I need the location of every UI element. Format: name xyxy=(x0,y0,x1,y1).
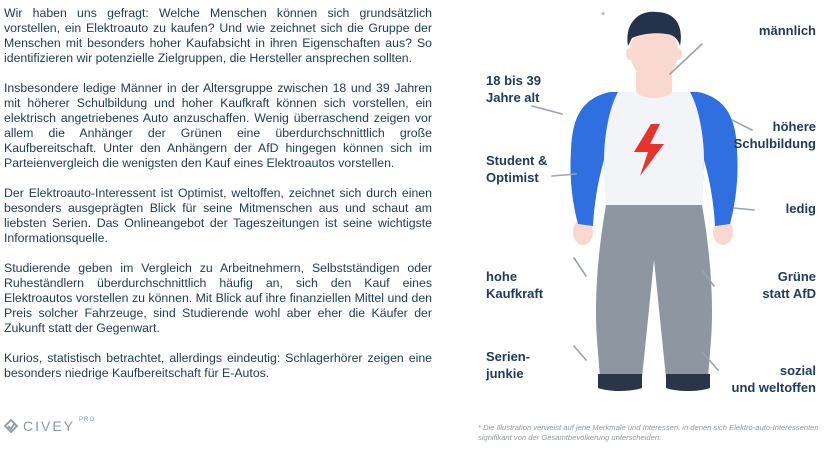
label-sozial-text: sozial und weltoffen xyxy=(731,363,816,395)
connector-kaufkraft xyxy=(574,258,586,276)
logo-wordmark: CIVEY xyxy=(23,418,76,434)
label-maennlich: männlich xyxy=(758,23,816,38)
civey-logo-icon xyxy=(3,418,19,434)
label-kaufkraft xyxy=(486,268,543,302)
logo-pro-badge: PRO xyxy=(79,417,96,423)
right-ear xyxy=(674,48,682,60)
paragraph-target-group: Insbesondere ledige Männer in der Altersgruppe zwischen 18 und 39 Jahren mit höherer Schulbildung und hoher Kaufkraft können sich vorstellen, ein elektrisch angetriebenes Auto anzuschaffen. Wenig überraschend zeigen vor allem die Anhänger der Grünen eine überdurchschnittlich große Kaufbereitschaft. Unter den Anhängern der AfD hingegen können sich im Parteienvergleich die wenigsten den Kauf eines Elektroautos vorstellen. xyxy=(4,81,432,170)
label-bildung-text: höhere Schulbildung xyxy=(733,119,816,151)
connector-ledig xyxy=(734,208,754,210)
paragraph-students: Studierende geben im Vergleich zu Arbeitnehmern, Selbstständigen oder Ruheständlern überdurchschnittlich häufig an, sich den Kauf eines Elektroautos vorstellen zu können. Mit Blick auf ihre finanziellen Mittel und den Preis solcher Fahrzeuge, sind Studierende wohl aber eher die Käufer der Zukunft statt der Gegenwart. xyxy=(4,261,432,335)
article-text xyxy=(4,6,432,396)
label-student xyxy=(486,152,547,186)
civey-logo xyxy=(3,418,95,434)
label-gruene-text: Grüne statt AfD xyxy=(762,269,816,301)
person-illustration xyxy=(470,0,824,454)
label-serien xyxy=(486,348,530,382)
label-student-text: Student & Optimist xyxy=(486,153,548,185)
left-shoe xyxy=(598,374,642,391)
label-alter xyxy=(486,72,541,106)
label-sozial xyxy=(732,362,817,396)
label-kaufkraft-text: hohe Kaufkraft xyxy=(486,269,544,301)
label-alter-text: 18 bis 39 Jahre alt xyxy=(486,73,541,105)
pants xyxy=(596,205,712,378)
right-shoe xyxy=(666,374,710,391)
label-serien-text: Serien- junkie xyxy=(486,349,531,381)
left-ear xyxy=(626,48,634,60)
label-gruene xyxy=(762,268,816,302)
paragraph-profile: Der Elektroauto-Interessent ist Optimist, weltoffen, zeichnet sich durch einen besonders ausgeprägten Blick für seine Mitmenschen aus und schaut am liebsten Serien. Das Onlineangebot der Tageszeitungen ist seine wichtigste Informationsquelle. xyxy=(4,186,432,245)
connector-serien xyxy=(574,346,586,360)
label-bildung xyxy=(734,118,816,152)
connector-alter xyxy=(532,106,562,114)
label-ledig: ledig xyxy=(785,201,816,216)
asterisk-marker: * xyxy=(601,10,606,22)
paragraph-curiosity: Kurios, statistisch betrachtet, allerdings eindeutig: Schlagerhörer zeigen eine besonders niedrige Kaufbereitschaft für E-Autos. xyxy=(4,351,432,380)
illustration-footnote: * Die Illustration verweist auf jene Merkmale und Interessen, in denen sich Elektro-auto-Interessenten signifikant von der Gesamtbevölkerung unterscheiden. xyxy=(478,423,819,442)
paragraph-intro: Wir haben uns gefragt: Welche Menschen können sich grundsätzlich vorstellen, ein Elektroauto zu kaufen? Und wie zeichnet sich die Gruppe der Menschen mit besonders hoher Kaufabsicht in ihren Eigenschaften aus? So identifizieren wir potenzielle Zielgruppen, die Hersteller ansprechen sollten. xyxy=(4,6,432,65)
